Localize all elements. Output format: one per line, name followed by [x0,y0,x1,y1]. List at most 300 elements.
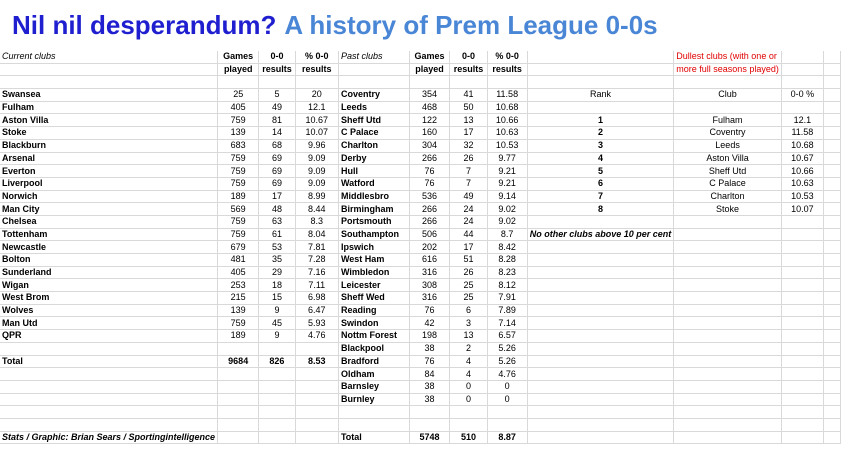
cell [674,254,782,267]
cell [781,342,823,355]
table-row [0,241,841,254]
nil-results: 2 [450,342,487,355]
games-played: 198 [409,330,450,343]
club-name: Wimbledon [338,266,409,279]
club-name: Fulham [674,114,782,127]
club-name: C Palace [338,127,409,140]
nil-results: 51 [450,254,487,267]
nil-percent: 20 [295,89,338,102]
club-name: Sunderland [0,266,218,279]
games-played: 759 [218,165,259,178]
club-name: Wolves [0,304,218,317]
dullest-heading: Dullest clubs (with one or [674,51,782,63]
nil-percent: 10.68 [487,101,527,114]
nil-percent: 9.21 [487,165,527,178]
nil-results: 35 [259,254,295,267]
cell [527,406,674,419]
cell [0,393,218,406]
cell [450,418,487,431]
cell [823,152,840,165]
club-name: Birmingham [338,203,409,216]
cell [823,380,840,393]
club-name: Everton [0,165,218,178]
table-row [0,228,841,241]
cell [781,431,823,444]
cell [527,63,674,76]
nil-header: 0-0 [259,51,295,63]
cell [823,304,840,317]
rank: 8 [527,203,674,216]
cell [781,393,823,406]
dullest-heading: more full seasons played) [674,63,782,76]
club-name: Derby [338,152,409,165]
cell [781,406,823,419]
table-row [0,292,841,305]
total-games: 9684 [218,355,259,368]
cell [674,330,782,343]
games-played: 304 [409,139,450,152]
cell [781,418,823,431]
nil-results: 0 [450,380,487,393]
cell [823,266,840,279]
nil-percent: 7.14 [487,317,527,330]
cell [218,393,259,406]
stats-table [0,51,841,444]
nil-results: 17 [450,241,487,254]
games-played: 84 [409,368,450,381]
games-played: 759 [218,152,259,165]
games-played: 139 [218,127,259,140]
nil-percent: 10.68 [781,139,823,152]
cell [218,418,259,431]
games-played: 266 [409,215,450,228]
nil-header: results [450,63,487,76]
cell [295,368,338,381]
table-row [0,330,841,343]
club-name: Liverpool [0,177,218,190]
nil-percent: 10.07 [781,203,823,216]
cell [823,127,840,140]
cell [527,368,674,381]
total-pct: 8.53 [295,355,338,368]
cell [781,101,823,114]
cell [527,304,674,317]
nil-results: 69 [259,177,295,190]
cell [527,393,674,406]
club-name: Southampton [338,228,409,241]
nil-results: 4 [450,355,487,368]
nil-percent: 5.26 [487,342,527,355]
club-name: Sheff Utd [674,165,782,178]
table-row [0,431,841,444]
cell [674,304,782,317]
club-name: Chelsea [0,215,218,228]
games-played: 38 [409,380,450,393]
cell [527,355,674,368]
cell [674,418,782,431]
nil-percent: 9.77 [487,152,527,165]
cell [823,330,840,343]
cell [0,406,218,419]
games-played: 76 [409,177,450,190]
club-name: Bolton [0,254,218,267]
cell [781,241,823,254]
nil-results: 7 [450,165,487,178]
cell [338,76,409,89]
games-played: 253 [218,279,259,292]
nil-percent: 12.1 [781,114,823,127]
nil-results: 26 [450,152,487,165]
club-name: Leeds [338,101,409,114]
nil-results: 17 [259,190,295,203]
nil-results: 81 [259,114,295,127]
total-label: Total [338,431,409,444]
nil-percent: 8.04 [295,228,338,241]
cell [674,292,782,305]
cell [259,76,295,89]
club-name: Middlesbro [338,190,409,203]
nil-results: 53 [259,241,295,254]
club-header: Club [674,89,782,102]
games-header: played [409,63,450,76]
games-played: 316 [409,292,450,305]
cell [781,304,823,317]
cell [823,254,840,267]
table-row [0,279,841,292]
nil-results: 69 [259,165,295,178]
cell [409,418,450,431]
cell [0,380,218,393]
games-played: 160 [409,127,450,140]
nil-results: 61 [259,228,295,241]
cell [338,406,409,419]
games-played: 569 [218,203,259,216]
nil-results: 9 [259,330,295,343]
nil-results: 49 [259,101,295,114]
nil-percent: 12.1 [295,101,338,114]
nil-results: 13 [450,330,487,343]
cell [823,292,840,305]
cell [823,406,840,419]
table-row [0,190,841,203]
nil-results: 44 [450,228,487,241]
nil-results: 26 [450,266,487,279]
cell [823,317,840,330]
nil-results: 3 [450,317,487,330]
games-played: 76 [409,304,450,317]
cell [823,114,840,127]
cell [487,418,527,431]
cell [259,431,295,444]
club-name: Bradford [338,355,409,368]
table-row [0,203,841,216]
pct-header: results [295,63,338,76]
nil-percent: 4.76 [295,330,338,343]
pct-header: % 0-0 [295,51,338,63]
nil-header: 0-0 [450,51,487,63]
cell [823,139,840,152]
nil-percent: 10.67 [781,152,823,165]
pct-header: % 0-0 [487,51,527,63]
club-name: Charlton [674,190,782,203]
club-name: Stoke [0,127,218,140]
club-name: West Brom [0,292,218,305]
cell [674,266,782,279]
nil-percent: 8.23 [487,266,527,279]
club-name: C Palace [674,177,782,190]
nil-percent: 7.89 [487,304,527,317]
cell [823,368,840,381]
nil-percent: 7.11 [295,279,338,292]
past-clubs-header: Past clubs [338,51,409,63]
games-played: 759 [218,114,259,127]
table-row [0,317,841,330]
cell [674,431,782,444]
table-row [0,266,841,279]
cell [527,279,674,292]
cell [781,330,823,343]
nil-percent: 8.42 [487,241,527,254]
cell [527,418,674,431]
nil-results: 7 [450,177,487,190]
cell [218,368,259,381]
games-played: 679 [218,241,259,254]
cell [781,355,823,368]
club-name: Coventry [674,127,782,140]
cell [781,368,823,381]
nil-results: 45 [259,317,295,330]
games-played: 202 [409,241,450,254]
cell [674,342,782,355]
cell [823,342,840,355]
games-played: 683 [218,139,259,152]
nil-percent: 10.53 [781,190,823,203]
cell [781,279,823,292]
cell [823,165,840,178]
games-played: 189 [218,330,259,343]
games-header: Games [409,51,450,63]
table-row [0,418,841,431]
pct-header: 0-0 % [781,89,823,102]
nil-percent: 10.66 [781,165,823,178]
nil-percent: 0 [487,380,527,393]
cell [781,76,823,89]
nil-percent: 6.47 [295,304,338,317]
nil-percent: 9.02 [487,203,527,216]
cell [823,101,840,114]
nil-results: 63 [259,215,295,228]
table-row [0,406,841,419]
nil-results: 4 [450,368,487,381]
nil-results: 69 [259,152,295,165]
games-played: 76 [409,355,450,368]
cell [295,418,338,431]
nil-percent: 9.09 [295,177,338,190]
nil-results: 5 [259,89,295,102]
cell [218,76,259,89]
club-name: Hull [338,165,409,178]
cell [0,368,218,381]
cell [674,317,782,330]
cell [527,51,674,63]
nil-percent: 7.16 [295,266,338,279]
cell [409,76,450,89]
total-draws: 826 [259,355,295,368]
games-played: 616 [409,254,450,267]
club-name: Charlton [338,139,409,152]
nil-results: 0 [450,393,487,406]
cell [781,380,823,393]
club-name: Sheff Wed [338,292,409,305]
nil-percent: 10.67 [295,114,338,127]
cell [674,228,782,241]
cell [259,342,295,355]
cell [527,215,674,228]
cell [259,406,295,419]
games-played: 189 [218,190,259,203]
nil-results: 48 [259,203,295,216]
cell [674,355,782,368]
club-name: Ipswich [338,241,409,254]
cell [823,76,840,89]
total-pct: 8.87 [487,431,527,444]
nil-percent: 11.58 [487,89,527,102]
cell [823,279,840,292]
nil-results: 17 [450,127,487,140]
games-header: Games [218,51,259,63]
rank: 2 [527,127,674,140]
nil-percent: 9.96 [295,139,338,152]
nil-results: 6 [450,304,487,317]
total-games: 5748 [409,431,450,444]
cell [674,279,782,292]
cell [823,228,840,241]
cell [295,431,338,444]
club-name: Sheff Utd [338,114,409,127]
credit-text: Stats / Graphic: Brian Sears / Sportingintelligence [0,431,218,444]
nil-percent: 7.91 [487,292,527,305]
club-name: Oldham [338,368,409,381]
nil-results: 50 [450,101,487,114]
cell [674,393,782,406]
table-row [0,76,841,89]
nil-percent: 6.98 [295,292,338,305]
table-row [0,101,841,114]
nil-results: 24 [450,215,487,228]
table-body [0,51,841,444]
nil-percent: 9.02 [487,215,527,228]
cell [781,228,823,241]
cell [295,342,338,355]
current-clubs-header: Current clubs [0,51,218,63]
nil-results: 15 [259,292,295,305]
club-name: Reading [338,304,409,317]
cell [527,241,674,254]
cell [781,51,823,63]
club-name: Newcastle [0,241,218,254]
games-played: 76 [409,165,450,178]
club-name: Barnsley [338,380,409,393]
nil-percent: 6.57 [487,330,527,343]
games-played: 215 [218,292,259,305]
cell [527,380,674,393]
nil-results: 25 [450,292,487,305]
cell [295,393,338,406]
games-played: 405 [218,266,259,279]
games-played: 38 [409,393,450,406]
club-name: Man City [0,203,218,216]
nil-percent: 8.12 [487,279,527,292]
club-name: Tottenham [0,228,218,241]
nil-percent: 0 [487,393,527,406]
club-name: Aston Villa [0,114,218,127]
cell [487,406,527,419]
nil-results: 32 [450,139,487,152]
table-row [0,368,841,381]
nil-percent: 5.26 [487,355,527,368]
cell [781,215,823,228]
cell [527,330,674,343]
nil-percent: 10.63 [487,127,527,140]
club-name: Arsenal [0,152,218,165]
cell [823,355,840,368]
cell [527,292,674,305]
cell [0,342,218,355]
total-label: Total [0,355,218,368]
cell [781,63,823,76]
cell [823,177,840,190]
club-name: Burnley [338,393,409,406]
cell [527,101,674,114]
nil-percent: 10.63 [781,177,823,190]
cell [527,317,674,330]
club-name: Swindon [338,317,409,330]
nil-results: 25 [450,279,487,292]
cell [527,431,674,444]
games-played: 468 [409,101,450,114]
cell [218,380,259,393]
club-name: Wigan [0,279,218,292]
total-draws: 510 [450,431,487,444]
nil-results: 68 [259,139,295,152]
cell [823,393,840,406]
title-part-2: A history of Prem League 0-0s [284,10,658,40]
table-row [0,89,841,102]
nil-percent: 7.28 [295,254,338,267]
games-played: 759 [218,317,259,330]
table-row [0,215,841,228]
nil-results: 24 [450,203,487,216]
cell [781,292,823,305]
cell [823,63,840,76]
games-played: 316 [409,266,450,279]
nil-results: 29 [259,266,295,279]
club-name: Stoke [674,203,782,216]
cell [338,418,409,431]
nil-header: results [259,63,295,76]
table-row [0,51,841,63]
table-row [0,63,841,76]
cell [674,215,782,228]
nil-percent: 8.28 [487,254,527,267]
cell [487,76,527,89]
nil-percent: 10.53 [487,139,527,152]
cell [674,101,782,114]
cell [259,368,295,381]
rank: 1 [527,114,674,127]
cell [674,241,782,254]
cell [781,254,823,267]
